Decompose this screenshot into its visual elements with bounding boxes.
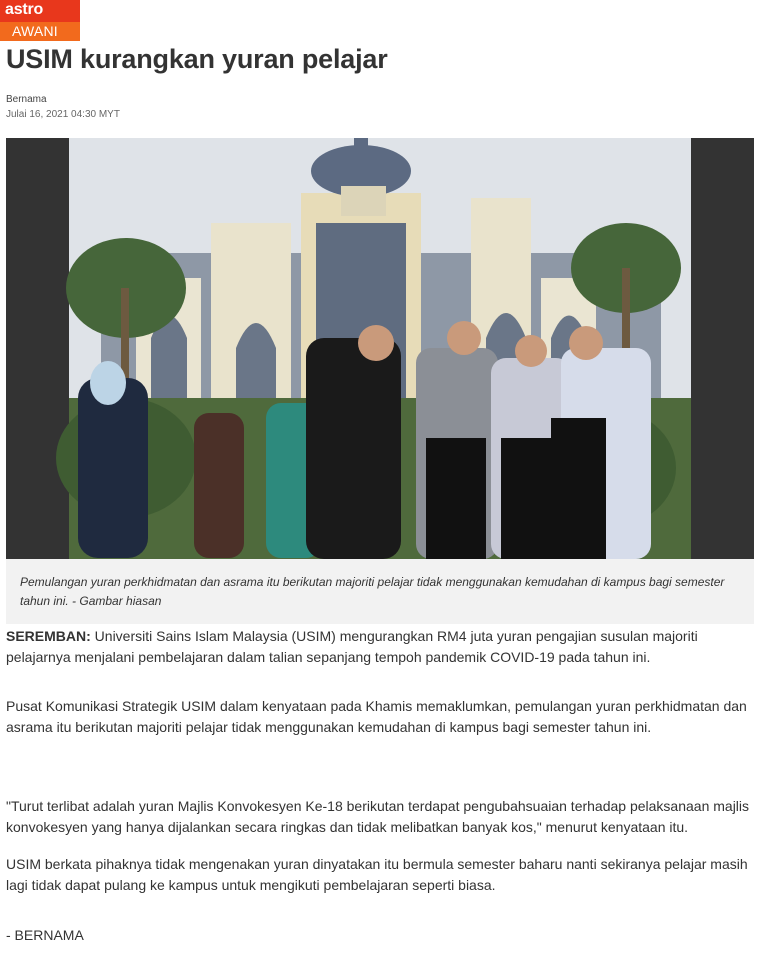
paragraph-1-text: Universiti Sains Islam Malaysia (USIM) mengurangkan RM4 juta yuran pengajian susulan majoriti pelajarnya menjalani pembelajaran dalam talian sepanjang tempoh pandemik COVID-19 pada tahun ini. (6, 628, 698, 665)
paragraph-4: USIM berkata pihaknya tidak mengenakan yuran dinyatakan itu bermula semester baharu nanti sekiranya pelajar masih lagi tidak dapat pulang ke kampus untuk mengikuti pembelajaran seperti biasa. (6, 856, 748, 893)
paragraph-3: "Turut terlibat adalah yuran Majlis Konvokesyen Ke-18 berikutan terdapat pengubahsuaian terhadap pelaksanaan majlis konvokesyen yang hanya dijalankan secara ringkas dan tidak melibatkan banyak kos," menurut kenyataan itu. (6, 798, 750, 835)
paragraph-5: - BERNAMA (6, 927, 84, 943)
logo-line-1: astro (5, 1, 44, 18)
caption-box (6, 559, 754, 624)
paragraph-2: Pusat Komunikasi Strategik USIM dalam kenyataan pada Khamis memaklumkan, pemulangan yuran perkhidmatan dan asrama itu berikutan majoriti pelajar tidak menggunakan kemudahan di kampus bagi semester tahun ini. (6, 698, 747, 735)
article-photo (6, 138, 754, 559)
dateline: SEREMBAN: (6, 628, 91, 644)
logo-line-2: AWANI (0, 22, 80, 41)
paragraph-1 (6, 626, 751, 668)
article-title: USIM kurangkan yuran pelajar (6, 44, 388, 74)
astro-awani-logo[interactable] (0, 0, 80, 41)
article-author: Bernama (6, 94, 47, 105)
article-date: Julai 16, 2021 04:30 MYT (6, 109, 120, 120)
photo-caption: Pemulangan yuran perkhidmatan dan asrama itu berikutan majoriti pelajar tidak menggunakan kemudahan di kampus bagi semester tahun ini. - Gambar hiasan (20, 575, 725, 608)
